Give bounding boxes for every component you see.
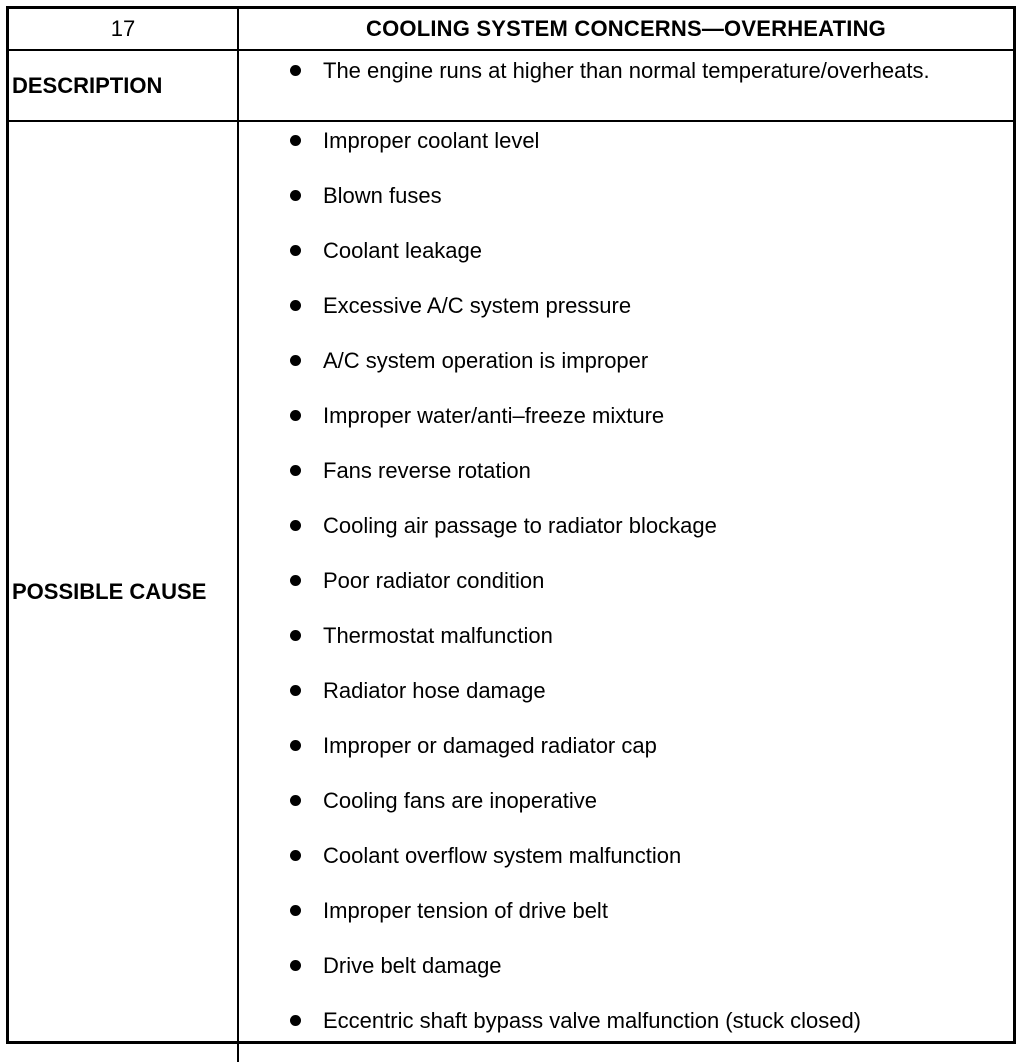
description-label: DESCRIPTION <box>12 72 163 98</box>
bullet-icon <box>290 135 301 146</box>
list-item <box>239 842 1013 897</box>
list-item <box>239 787 1013 842</box>
possible-cause-label: POSSIBLE CAUSE <box>12 579 207 604</box>
cause-text: Improper water/anti–freeze mixture <box>323 403 665 428</box>
cause-text: Blown fuses <box>323 183 442 208</box>
bullet-icon <box>290 740 301 751</box>
bullet-icon <box>290 520 301 531</box>
cause-text: Radiator hose damage <box>323 678 546 703</box>
description-item <box>239 57 1013 85</box>
list-item <box>239 347 1013 402</box>
cause-text: Coolant leakage <box>323 238 483 263</box>
bullet-icon <box>290 685 301 696</box>
list-item <box>239 127 1013 182</box>
bullet-icon <box>290 65 301 76</box>
list-item <box>239 622 1013 677</box>
cause-text: Cooling fans are inoperative <box>323 788 597 813</box>
bullet-icon <box>290 960 301 971</box>
list-item <box>239 567 1013 622</box>
bullet-icon <box>290 850 301 861</box>
cause-text: Poor radiator condition <box>323 568 545 593</box>
list-item <box>239 952 1013 1007</box>
list-item <box>239 677 1013 732</box>
cause-text: Cooling air passage to radiator blockage <box>323 513 717 538</box>
cause-text: Thermostat malfunction <box>323 623 553 648</box>
description-label-cell <box>9 51 239 122</box>
list-item <box>239 402 1013 457</box>
concern-number-text: 17 <box>110 16 136 41</box>
cause-text: Improper coolant level <box>323 128 540 153</box>
bullet-icon <box>290 1015 301 1026</box>
diagnostic-table <box>6 6 1016 1044</box>
list-item <box>239 292 1013 347</box>
description-text: The engine runs at higher than normal temperature/overheats. <box>323 58 930 83</box>
list-item <box>239 182 1013 237</box>
list-item <box>239 512 1013 567</box>
bullet-icon <box>290 410 301 421</box>
bullet-icon <box>290 300 301 311</box>
cause-text: A/C system operation is improper <box>323 348 649 373</box>
list-item <box>239 897 1013 952</box>
possible-cause-cell <box>239 122 1013 1062</box>
cause-text: Eccentric shaft bypass valve malfunction (stuck closed) <box>323 1008 862 1033</box>
possible-cause-label-cell <box>9 122 239 1062</box>
cause-text: Coolant overflow system malfunction <box>323 843 682 868</box>
bullet-icon <box>290 465 301 476</box>
concern-title <box>239 9 1013 51</box>
cause-text: Drive belt damage <box>323 953 502 978</box>
bullet-icon <box>290 355 301 366</box>
list-item <box>239 457 1013 512</box>
bullet-icon <box>290 630 301 641</box>
bullet-icon <box>290 190 301 201</box>
cause-text: Fans reverse rotation <box>323 458 531 483</box>
bullet-icon <box>290 905 301 916</box>
bullet-icon <box>290 245 301 256</box>
list-item <box>239 237 1013 292</box>
cause-text: Improper tension of drive belt <box>323 898 608 923</box>
bullet-icon <box>290 575 301 586</box>
bullet-icon <box>290 795 301 806</box>
list-item <box>239 732 1013 787</box>
description-cell <box>239 51 1013 122</box>
cause-text: Improper or damaged radiator cap <box>323 733 657 758</box>
cause-text: Excessive A/C system pressure <box>323 293 632 318</box>
concern-number <box>9 9 239 51</box>
possible-cause-list <box>239 122 1013 1062</box>
list-item <box>239 1007 1013 1062</box>
concern-title-text: COOLING SYSTEM CONCERNS—OVERHEATING <box>366 16 886 41</box>
